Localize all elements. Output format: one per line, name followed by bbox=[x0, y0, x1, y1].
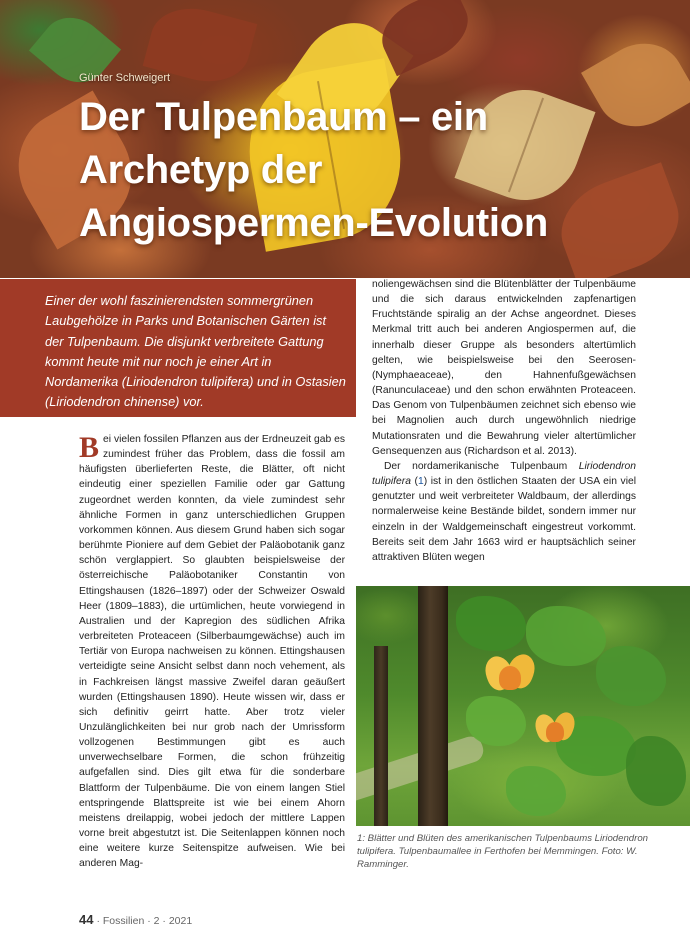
article-title: Der Tulpenbaum – ein Archetyp der Angiospermen-Evolution bbox=[79, 95, 548, 245]
body-text: Der nordamerikanische Tulpenbaum bbox=[384, 460, 579, 472]
figure-reference-link[interactable]: 1 bbox=[417, 476, 424, 488]
page-number: 44 bbox=[79, 912, 94, 927]
lead-box bbox=[0, 279, 356, 417]
green-leaf bbox=[626, 736, 686, 806]
body-paragraph: noliengewächsen sind die Blütenblätter der Tulpenbäume und die sich daraus entwickelnden zapfenartigen Fruchtstände spiralig an der Achse angeordnet. Dieses Merkmal tritt auch bei anderen Angiospermen auf, die innerhalb dieser Gruppe als besonders altertümlich gelten, wie beispielsweise bei den Seerosen- (Nymphaeaceae), den Hahnenfußgewächsen (Ranunculaceae) und den schon erwähnten Proteaceen. Das Genom von Tulpenbäumen zeichnet sich ebenso wie bei Magnolien auch durch ungewöhnlich niedrige Mutationsraten und die Bewahrung vieler altertümlicher Gensequenzen aus (Richardson et al. 2013). bbox=[372, 279, 636, 457]
body-column-left bbox=[79, 432, 345, 872]
header-photo bbox=[0, 0, 690, 278]
tulip-flower bbox=[486, 648, 536, 698]
body-text: ( bbox=[410, 476, 418, 488]
lead-text: Einer der wohl faszinierendsten sommergrünen Laubgehölze in Parks und Botanischen Gärten ist der Tulpenbaum. Die disjunkt verbreitete Gattung kommt heute mit nur noch je einer Art in Nordamerika (Liriodendron tulipifera) und in Ostasien (Liriodendron chinense) vor. bbox=[45, 293, 346, 410]
green-leaf bbox=[466, 696, 526, 746]
green-leaf bbox=[526, 606, 606, 666]
species-name: Liriodendron tulipifera bbox=[372, 460, 636, 488]
drop-cap: B bbox=[79, 431, 100, 464]
figure-caption: 1: Blätter und Blüten des amerikanischen Tulpenbaums Liriodendron tulipifera. Tulpenbaumallee in Ferthofen bei Memmingen. Foto: W. Ramminger. bbox=[357, 833, 649, 871]
body-column-right bbox=[372, 277, 636, 565]
page-footer bbox=[79, 912, 192, 927]
body-text: ei vielen fossilen Pflanzen aus der Erdneuzeit gab es zumindest früher das Problem, dass die fossil am häufigsten überlieferten Reste, die Blätter, oft nicht eindeutig einer speziellen Familie oder gar Gattung zugeordnet werden konnten, da viele zumindest sehr ähnliche Formen in ganz unterschiedlichen Gruppen vorkommen können. Aus diesem Grund haben sich sogar berühmte Pioniere auf dem Gebiet der Paläobotanik ganz schön verglappiert. So glaubten beispielsweise der österreichische Paläobotaniker Constantin von Ettingshausen (1826–1897) oder der Schweizer Oswald Heer (1809–1883), die urtümlichen, heute vorwiegend in Australien und der Kapregion des südlichen Afrika verbreiteten Proteaceen (Silberbaumgewächse) auch im Tertiär von Europa nachweisen zu können. Ettingshausen verteidigte seine Ansicht selbst dann noch vehement, als in Fachkreisen längst massive Zweifel daran geäußert wurden (Ettingshausen 1890). Heute wissen wir, dass er sich definitiv geirrt hatte. Aber trotz vieler Unzulänglichkeiten bei nur grob nach der Umrissform vollzogenen Bestimmungen gibt es auch unverwechselbare Formen, die schon frühzeitig aufgefallen sind. Dies gilt etwa für die sonderbare Blattform der Tulpenbäume. Die von einem langen Stiel entspringende Blattspreite ist wie bei einem Ahorn meistens dreilappig, wobei jedoch der mittlere Lappen vorne breit abgestutzt ist. Die Seitenlappen können noch eine weitere kurze Seitenspitze aufweisen. Wie bei anderen Mag- bbox=[79, 434, 345, 870]
publication-info: · Fossilien · 2 · 2021 bbox=[96, 915, 193, 927]
green-leaf bbox=[596, 646, 666, 706]
tree-trunk bbox=[418, 586, 448, 826]
green-leaf bbox=[456, 596, 526, 651]
body-text: ) ist in den östlichen Staaten der USA ein viel genutzter und weit verbreiteter Waldbaum, der allerdings normalerweise keine Bestände bildet, sondern immer nur einzeln in der Waldgemeinschaft eingestreut vorkommt. Bereits seit dem Jahr 1663 wird er hauptsächlich seiner attraktiven Blüten wegen bbox=[372, 476, 636, 563]
author-name: Günter Schweigert bbox=[79, 72, 171, 84]
body-paragraph bbox=[372, 459, 636, 565]
body-paragraph bbox=[79, 432, 345, 872]
figure-photo bbox=[356, 586, 690, 826]
tulip-flower bbox=[536, 708, 576, 748]
green-leaf bbox=[506, 766, 566, 816]
tree-trunk bbox=[374, 646, 388, 826]
